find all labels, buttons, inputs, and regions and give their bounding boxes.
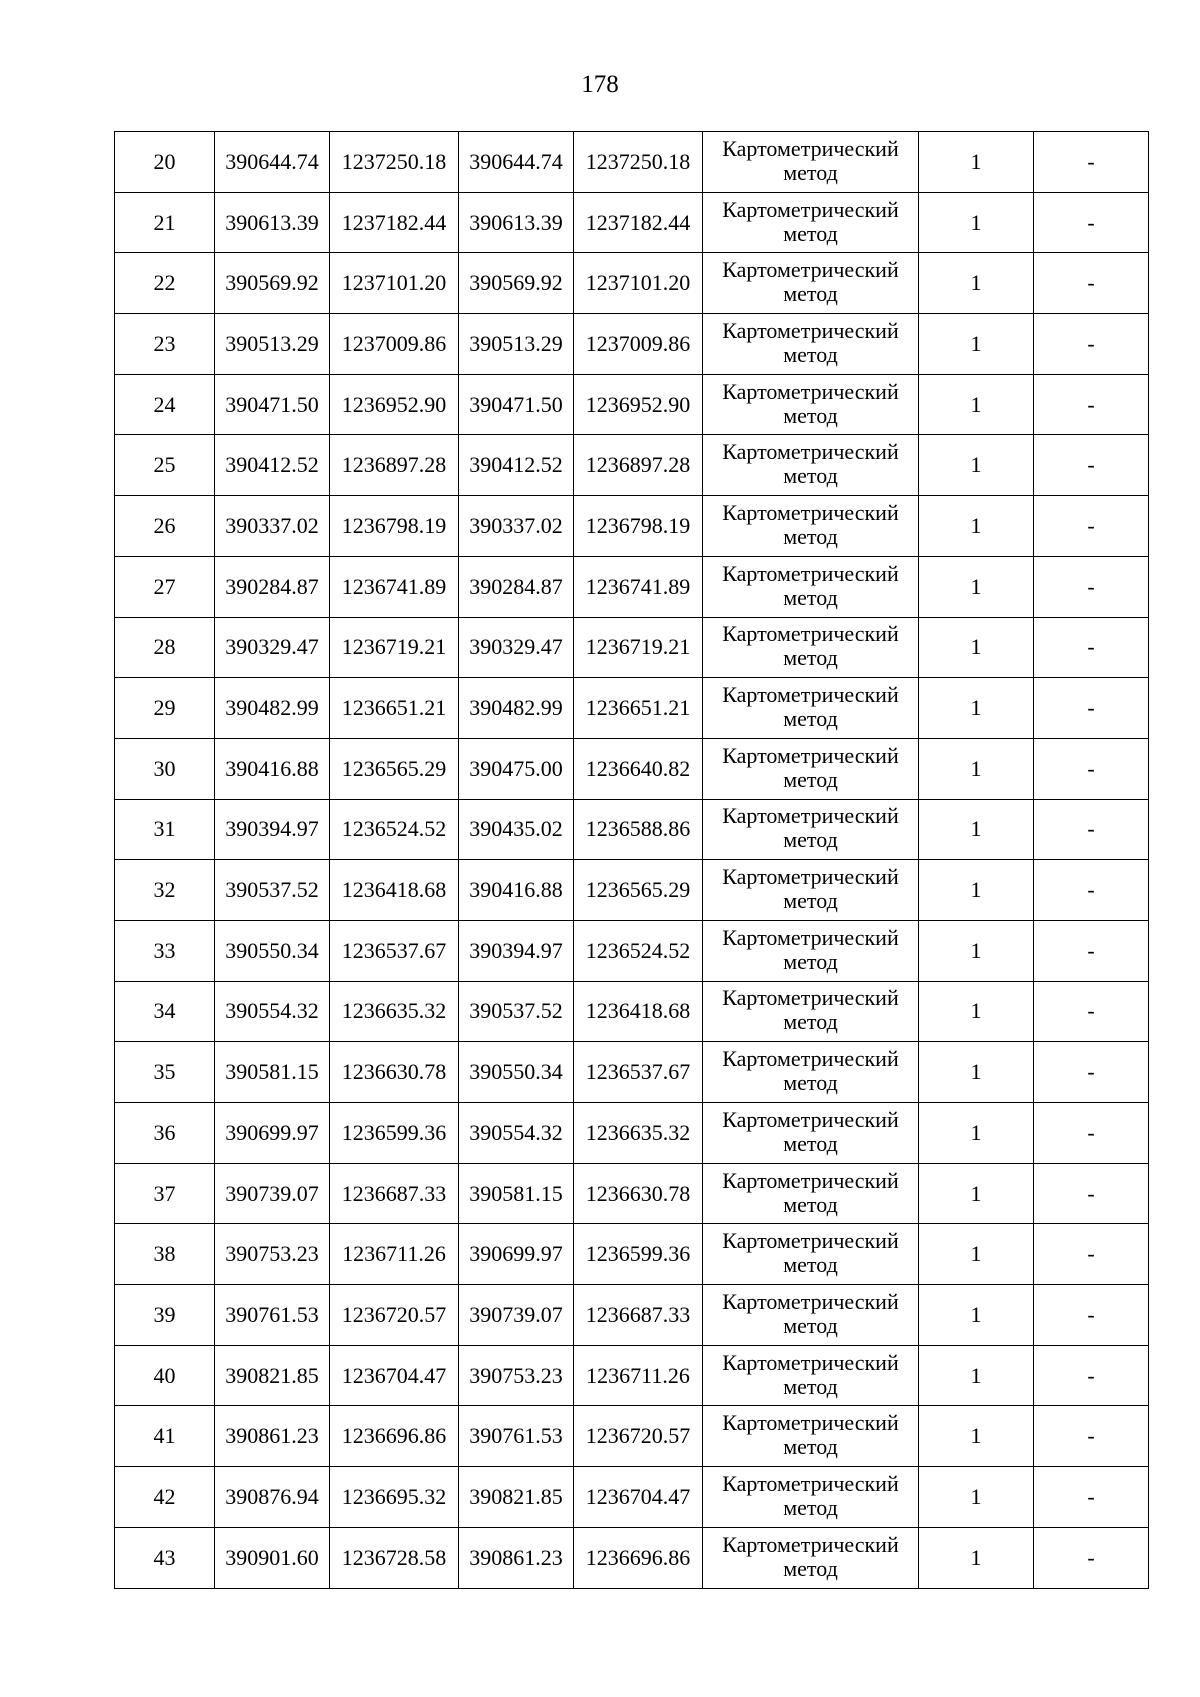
accuracy-cell: 1	[919, 253, 1034, 314]
accuracy-cell: 1	[919, 314, 1034, 375]
refined-y-cell: 1236635.32	[574, 1103, 703, 1164]
point-number-cell: 30	[115, 738, 215, 799]
existing-x-cell: 390876.94	[215, 1467, 330, 1528]
table-row	[115, 738, 1149, 799]
refined-y-cell: 1236720.57	[574, 1406, 703, 1467]
refined-y-cell: 1237009.86	[574, 314, 703, 375]
existing-x-cell: 390739.07	[215, 1163, 330, 1224]
existing-x-cell: 390412.52	[215, 435, 330, 496]
refined-y-cell: 1236630.78	[574, 1163, 703, 1224]
existing-y-cell: 1236635.32	[330, 981, 459, 1042]
existing-y-cell: 1236720.57	[330, 1285, 459, 1346]
note-cell: -	[1034, 1103, 1149, 1164]
method-label-line1: Картометрический	[722, 1228, 899, 1254]
existing-x-cell: 390550.34	[215, 920, 330, 981]
refined-x-cell: 390337.02	[459, 496, 574, 557]
refined-y-cell: 1236599.36	[574, 1224, 703, 1285]
point-number-cell: 43	[115, 1527, 215, 1588]
note-cell: -	[1034, 1406, 1149, 1467]
note-cell: -	[1034, 192, 1149, 253]
existing-y-cell: 1236695.32	[330, 1467, 459, 1528]
refined-y-cell: 1236565.29	[574, 860, 703, 921]
table-row	[115, 435, 1149, 496]
refined-x-cell: 390554.32	[459, 1103, 574, 1164]
note-cell: -	[1034, 1527, 1149, 1588]
existing-x-cell: 390416.88	[215, 738, 330, 799]
refined-y-cell: 1236719.21	[574, 617, 703, 678]
method-label-line2: метод	[783, 1312, 838, 1338]
refined-x-cell: 390284.87	[459, 556, 574, 617]
existing-y-cell: 1236630.78	[330, 1042, 459, 1103]
existing-y-cell: 1237182.44	[330, 192, 459, 253]
refined-y-cell: 1236798.19	[574, 496, 703, 557]
method-label-line1: Картометрический	[722, 864, 899, 890]
table-row	[115, 374, 1149, 435]
method-label-line1: Картометрический	[722, 499, 899, 525]
note-cell: -	[1034, 678, 1149, 739]
method-label-line2: метод	[783, 888, 838, 914]
accuracy-cell: 1	[919, 1527, 1034, 1588]
point-number-cell: 37	[115, 1163, 215, 1224]
method-label-line1: Картометрический	[722, 621, 899, 647]
method-label-line2: метод	[783, 1555, 838, 1581]
table-body	[115, 132, 1149, 1589]
method-cell	[703, 1345, 919, 1406]
point-number-cell: 27	[115, 556, 215, 617]
method-cell	[703, 314, 919, 375]
method-label-line2: метод	[783, 948, 838, 974]
existing-y-cell: 1236696.86	[330, 1406, 459, 1467]
refined-x-cell: 390482.99	[459, 678, 574, 739]
note-cell: -	[1034, 556, 1149, 617]
existing-x-cell: 390537.52	[215, 860, 330, 921]
method-label-line2: метод	[783, 341, 838, 367]
method-cell	[703, 435, 919, 496]
table-row	[115, 799, 1149, 860]
accuracy-cell: 1	[919, 678, 1034, 739]
accuracy-cell: 1	[919, 374, 1034, 435]
accuracy-cell: 1	[919, 1224, 1034, 1285]
existing-x-cell: 390861.23	[215, 1406, 330, 1467]
note-cell: -	[1034, 1345, 1149, 1406]
existing-x-cell: 390482.99	[215, 678, 330, 739]
note-cell: -	[1034, 738, 1149, 799]
existing-y-cell: 1236704.47	[330, 1345, 459, 1406]
table-row	[115, 678, 1149, 739]
point-number-cell: 33	[115, 920, 215, 981]
note-cell: -	[1034, 799, 1149, 860]
existing-x-cell: 390471.50	[215, 374, 330, 435]
note-cell: -	[1034, 1042, 1149, 1103]
existing-y-cell: 1236711.26	[330, 1224, 459, 1285]
method-label-line2: метод	[783, 584, 838, 610]
refined-x-cell: 390513.29	[459, 314, 574, 375]
point-number-cell: 40	[115, 1345, 215, 1406]
table-row	[115, 556, 1149, 617]
method-label-line1: Картометрический	[722, 196, 899, 222]
table-row	[115, 1103, 1149, 1164]
refined-x-cell: 390613.39	[459, 192, 574, 253]
method-cell	[703, 496, 919, 557]
method-cell	[703, 1103, 919, 1164]
refined-x-cell: 390329.47	[459, 617, 574, 678]
refined-x-cell: 390475.00	[459, 738, 574, 799]
method-cell	[703, 738, 919, 799]
existing-y-cell: 1237009.86	[330, 314, 459, 375]
table-row	[115, 1527, 1149, 1588]
refined-y-cell: 1236588.86	[574, 799, 703, 860]
refined-y-cell: 1236651.21	[574, 678, 703, 739]
existing-y-cell: 1236728.58	[330, 1527, 459, 1588]
method-cell	[703, 132, 919, 193]
method-cell	[703, 678, 919, 739]
note-cell: -	[1034, 981, 1149, 1042]
method-label-line2: метод	[783, 1191, 838, 1217]
method-label-line1: Картометрический	[722, 682, 899, 708]
note-cell: -	[1034, 1224, 1149, 1285]
existing-y-cell: 1236651.21	[330, 678, 459, 739]
method-label-line2: метод	[783, 402, 838, 428]
table-row	[115, 1163, 1149, 1224]
accuracy-cell: 1	[919, 860, 1034, 921]
method-label-line2: метод	[783, 827, 838, 853]
existing-x-cell: 390394.97	[215, 799, 330, 860]
method-cell	[703, 253, 919, 314]
method-label-line1: Картометрический	[722, 1410, 899, 1436]
existing-y-cell: 1236599.36	[330, 1103, 459, 1164]
refined-x-cell: 390739.07	[459, 1285, 574, 1346]
refined-x-cell: 390699.97	[459, 1224, 574, 1285]
accuracy-cell: 1	[919, 1103, 1034, 1164]
accuracy-cell: 1	[919, 1163, 1034, 1224]
note-cell: -	[1034, 860, 1149, 921]
existing-x-cell: 390753.23	[215, 1224, 330, 1285]
refined-x-cell: 390644.74	[459, 132, 574, 193]
method-cell	[703, 799, 919, 860]
point-number-cell: 23	[115, 314, 215, 375]
refined-y-cell: 1236711.26	[574, 1345, 703, 1406]
table-row	[115, 860, 1149, 921]
note-cell: -	[1034, 435, 1149, 496]
point-number-cell: 24	[115, 374, 215, 435]
note-cell: -	[1034, 1285, 1149, 1346]
accuracy-cell: 1	[919, 799, 1034, 860]
method-cell	[703, 920, 919, 981]
accuracy-cell: 1	[919, 132, 1034, 193]
refined-y-cell: 1237250.18	[574, 132, 703, 193]
point-number-cell: 20	[115, 132, 215, 193]
method-label-line2: метод	[783, 281, 838, 307]
existing-y-cell: 1236741.89	[330, 556, 459, 617]
accuracy-cell: 1	[919, 435, 1034, 496]
note-cell: -	[1034, 920, 1149, 981]
point-number-cell: 31	[115, 799, 215, 860]
note-cell: -	[1034, 1163, 1149, 1224]
point-number-cell: 35	[115, 1042, 215, 1103]
method-cell	[703, 617, 919, 678]
refined-y-cell: 1236640.82	[574, 738, 703, 799]
accuracy-cell: 1	[919, 1467, 1034, 1528]
method-label-line2: метод	[783, 220, 838, 246]
method-label-line1: Картометрический	[722, 924, 899, 950]
existing-y-cell: 1236524.52	[330, 799, 459, 860]
refined-y-cell: 1236418.68	[574, 981, 703, 1042]
refined-y-cell: 1237182.44	[574, 192, 703, 253]
method-label-line2: метод	[783, 523, 838, 549]
method-cell	[703, 1406, 919, 1467]
table-row	[115, 496, 1149, 557]
method-label-line1: Картометрический	[722, 1531, 899, 1557]
table-row	[115, 1285, 1149, 1346]
accuracy-cell: 1	[919, 1406, 1034, 1467]
note-cell: -	[1034, 132, 1149, 193]
point-number-cell: 22	[115, 253, 215, 314]
existing-y-cell: 1236565.29	[330, 738, 459, 799]
point-number-cell: 41	[115, 1406, 215, 1467]
refined-x-cell: 390412.52	[459, 435, 574, 496]
method-cell	[703, 1163, 919, 1224]
method-label-line1: Картометрический	[722, 257, 899, 283]
accuracy-cell: 1	[919, 738, 1034, 799]
point-number-cell: 26	[115, 496, 215, 557]
table-row	[115, 1345, 1149, 1406]
refined-x-cell: 390416.88	[459, 860, 574, 921]
refined-y-cell: 1236696.86	[574, 1527, 703, 1588]
method-label-line2: метод	[783, 463, 838, 489]
refined-x-cell: 390537.52	[459, 981, 574, 1042]
method-label-line1: Картометрический	[722, 1288, 899, 1314]
coordinates-table	[114, 131, 1149, 1589]
refined-y-cell: 1236952.90	[574, 374, 703, 435]
existing-x-cell: 390581.15	[215, 1042, 330, 1103]
refined-y-cell: 1236524.52	[574, 920, 703, 981]
accuracy-cell: 1	[919, 1042, 1034, 1103]
note-cell: -	[1034, 314, 1149, 375]
table-row	[115, 253, 1149, 314]
note-cell: -	[1034, 496, 1149, 557]
method-label-line1: Картометрический	[722, 1470, 899, 1496]
method-label-line1: Картометрический	[722, 317, 899, 343]
point-number-cell: 25	[115, 435, 215, 496]
accuracy-cell: 1	[919, 192, 1034, 253]
method-label-line1: Картометрический	[722, 135, 899, 161]
existing-y-cell: 1236418.68	[330, 860, 459, 921]
existing-y-cell: 1237101.20	[330, 253, 459, 314]
existing-x-cell: 390284.87	[215, 556, 330, 617]
note-cell: -	[1034, 1467, 1149, 1528]
method-cell	[703, 1527, 919, 1588]
method-cell	[703, 981, 919, 1042]
method-label-line1: Картометрический	[722, 378, 899, 404]
existing-y-cell: 1236897.28	[330, 435, 459, 496]
existing-y-cell: 1237250.18	[330, 132, 459, 193]
refined-y-cell: 1236741.89	[574, 556, 703, 617]
method-label-line2: метод	[783, 766, 838, 792]
method-cell	[703, 1224, 919, 1285]
refined-x-cell: 390861.23	[459, 1527, 574, 1588]
refined-x-cell: 390581.15	[459, 1163, 574, 1224]
method-cell	[703, 374, 919, 435]
method-label-line2: метод	[783, 1070, 838, 1096]
accuracy-cell: 1	[919, 617, 1034, 678]
method-label-line2: метод	[783, 1494, 838, 1520]
method-label-line2: метод	[783, 159, 838, 185]
method-label-line1: Картометрический	[722, 560, 899, 586]
refined-y-cell: 1236537.67	[574, 1042, 703, 1103]
method-label-line2: метод	[783, 706, 838, 732]
refined-x-cell: 390569.92	[459, 253, 574, 314]
refined-x-cell: 390753.23	[459, 1345, 574, 1406]
existing-x-cell: 390761.53	[215, 1285, 330, 1346]
method-cell	[703, 1467, 919, 1528]
point-number-cell: 39	[115, 1285, 215, 1346]
refined-x-cell: 390761.53	[459, 1406, 574, 1467]
table-row	[115, 192, 1149, 253]
method-cell	[703, 1285, 919, 1346]
existing-x-cell: 390699.97	[215, 1103, 330, 1164]
method-label-line1: Картометрический	[722, 1349, 899, 1375]
method-cell	[703, 556, 919, 617]
method-label-line2: метод	[783, 1434, 838, 1460]
note-cell: -	[1034, 253, 1149, 314]
refined-x-cell: 390394.97	[459, 920, 574, 981]
table-row	[115, 1467, 1149, 1528]
point-number-cell: 28	[115, 617, 215, 678]
accuracy-cell: 1	[919, 1345, 1034, 1406]
point-number-cell: 36	[115, 1103, 215, 1164]
method-label-line1: Картометрический	[722, 1106, 899, 1132]
existing-x-cell: 390613.39	[215, 192, 330, 253]
point-number-cell: 38	[115, 1224, 215, 1285]
table-row	[115, 981, 1149, 1042]
table-row	[115, 1406, 1149, 1467]
refined-y-cell: 1236897.28	[574, 435, 703, 496]
note-cell: -	[1034, 617, 1149, 678]
accuracy-cell: 1	[919, 556, 1034, 617]
method-label-line1: Картометрический	[722, 1046, 899, 1072]
table-row	[115, 920, 1149, 981]
point-number-cell: 32	[115, 860, 215, 921]
existing-y-cell: 1236952.90	[330, 374, 459, 435]
table-row	[115, 1224, 1149, 1285]
method-label-line1: Картометрический	[722, 985, 899, 1011]
existing-x-cell: 390569.92	[215, 253, 330, 314]
method-label-line2: метод	[783, 1130, 838, 1156]
existing-x-cell: 390513.29	[215, 314, 330, 375]
method-label-line1: Картометрический	[722, 803, 899, 829]
existing-x-cell: 390901.60	[215, 1527, 330, 1588]
point-number-cell: 21	[115, 192, 215, 253]
point-number-cell: 42	[115, 1467, 215, 1528]
existing-x-cell: 390644.74	[215, 132, 330, 193]
table-row	[115, 132, 1149, 193]
accuracy-cell: 1	[919, 920, 1034, 981]
existing-y-cell: 1236537.67	[330, 920, 459, 981]
note-cell: -	[1034, 374, 1149, 435]
refined-x-cell: 390821.85	[459, 1467, 574, 1528]
method-label-line1: Картометрический	[722, 742, 899, 768]
method-cell	[703, 860, 919, 921]
refined-x-cell: 390435.02	[459, 799, 574, 860]
accuracy-cell: 1	[919, 1285, 1034, 1346]
refined-y-cell: 1237101.20	[574, 253, 703, 314]
existing-y-cell: 1236798.19	[330, 496, 459, 557]
table-row	[115, 314, 1149, 375]
method-label-line2: метод	[783, 1373, 838, 1399]
existing-x-cell: 390821.85	[215, 1345, 330, 1406]
table-row	[115, 1042, 1149, 1103]
method-cell	[703, 1042, 919, 1103]
existing-x-cell: 390329.47	[215, 617, 330, 678]
existing-y-cell: 1236719.21	[330, 617, 459, 678]
method-label-line2: метод	[783, 645, 838, 671]
page-number: 178	[581, 71, 619, 98]
accuracy-cell: 1	[919, 981, 1034, 1042]
existing-y-cell: 1236687.33	[330, 1163, 459, 1224]
refined-y-cell: 1236687.33	[574, 1285, 703, 1346]
refined-x-cell: 390471.50	[459, 374, 574, 435]
method-label-line1: Картометрический	[722, 439, 899, 465]
accuracy-cell: 1	[919, 496, 1034, 557]
point-number-cell: 34	[115, 981, 215, 1042]
refined-x-cell: 390550.34	[459, 1042, 574, 1103]
point-number-cell: 29	[115, 678, 215, 739]
existing-x-cell: 390337.02	[215, 496, 330, 557]
method-label-line1: Картометрический	[722, 1167, 899, 1193]
refined-y-cell: 1236704.47	[574, 1467, 703, 1528]
table-row	[115, 617, 1149, 678]
method-cell	[703, 192, 919, 253]
existing-x-cell: 390554.32	[215, 981, 330, 1042]
method-label-line2: метод	[783, 1252, 838, 1278]
method-label-line2: метод	[783, 1009, 838, 1035]
